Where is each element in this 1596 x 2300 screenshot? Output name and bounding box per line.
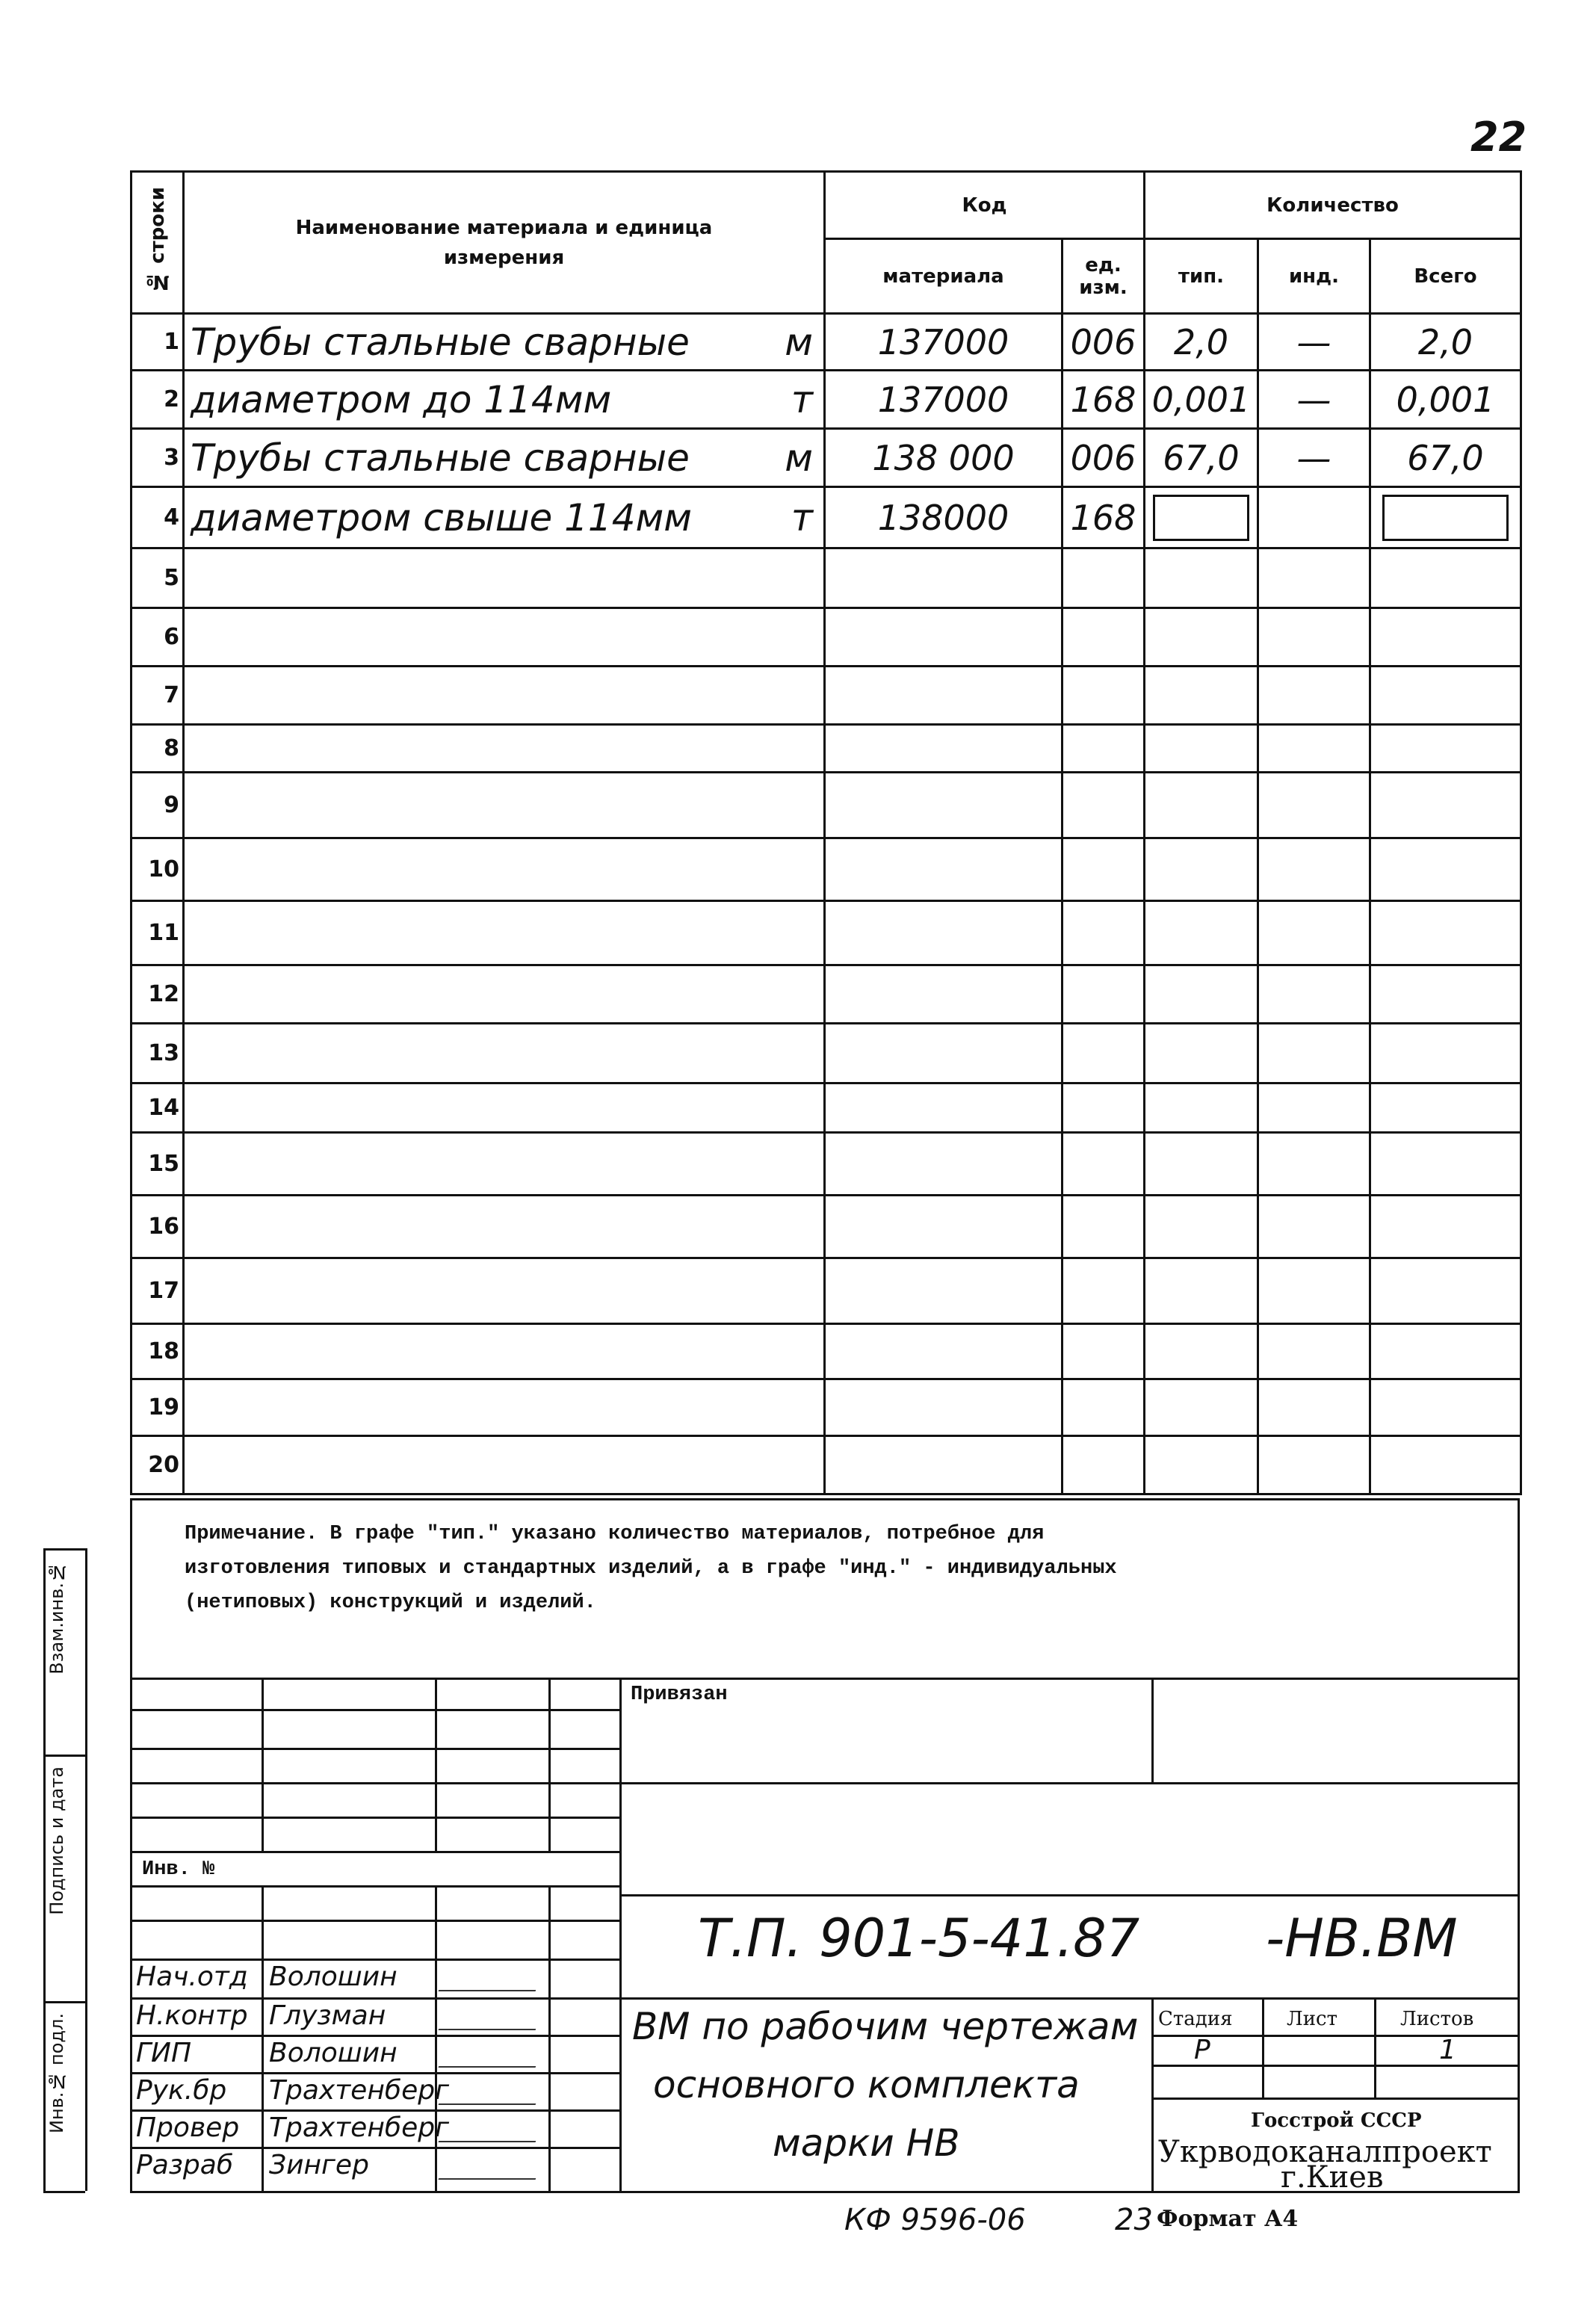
staff-name: Глузман bbox=[269, 2000, 386, 2031]
row-qty-ind bbox=[1258, 608, 1370, 667]
row-qty-ind bbox=[1258, 1379, 1370, 1436]
row-qty-total bbox=[1370, 1324, 1521, 1379]
staff-role: Нач.отд bbox=[136, 1962, 248, 1992]
row-material-name bbox=[184, 487, 825, 548]
row-unit-code bbox=[1063, 838, 1145, 901]
row-qty-total bbox=[1370, 965, 1521, 1024]
row-qty-total: 0,001 bbox=[1370, 371, 1521, 429]
row-qty-typ bbox=[1145, 1379, 1258, 1436]
title-block bbox=[130, 1678, 1520, 2193]
table-row bbox=[132, 901, 1521, 965]
table-row bbox=[132, 1196, 1521, 1258]
row-material-name bbox=[184, 1379, 825, 1436]
row-material-name bbox=[184, 773, 825, 838]
row-unit-code bbox=[1063, 965, 1145, 1024]
row-qty-total bbox=[1370, 1083, 1521, 1133]
row-qty-typ bbox=[1145, 548, 1258, 608]
row-qty-typ: 67,0 bbox=[1145, 429, 1258, 487]
row-qty-typ bbox=[1145, 1196, 1258, 1258]
row-number: 1 bbox=[132, 314, 184, 371]
row-material-code bbox=[825, 1379, 1063, 1436]
row-qty-ind: — bbox=[1258, 371, 1370, 429]
table-row bbox=[132, 1024, 1521, 1083]
header-row-no: № строки bbox=[132, 172, 184, 314]
row-material-code: 138000 bbox=[825, 487, 1063, 548]
staff-signature bbox=[439, 1969, 544, 1991]
table-row bbox=[132, 965, 1521, 1024]
row-qty-total bbox=[1370, 487, 1521, 548]
table-row bbox=[132, 1083, 1521, 1133]
row-number: 15 bbox=[132, 1133, 184, 1196]
note-text: Примечание. В графе "тип." указано количество материалов, потребное для изготовления типовых и стандартных изделий, а в графе "инд." - индивидуальных (нетиповых) конструкций и изделий. bbox=[185, 1523, 1117, 1614]
row-material-name bbox=[184, 667, 825, 725]
table-row bbox=[132, 1258, 1521, 1324]
row-qty-ind bbox=[1258, 487, 1370, 548]
staff-name: Зингер bbox=[269, 2150, 369, 2180]
row-qty-ind bbox=[1258, 1436, 1370, 1494]
table-row bbox=[132, 725, 1521, 773]
row-qty-total bbox=[1370, 1196, 1521, 1258]
table-row bbox=[132, 314, 1521, 371]
materials-table bbox=[130, 170, 1522, 1495]
row-material-code bbox=[825, 1024, 1063, 1083]
doc-code: Т.П. 901-5-41.87 bbox=[698, 1908, 1140, 1969]
material-unit-text: т bbox=[791, 495, 813, 540]
row-qty-typ bbox=[1145, 965, 1258, 1024]
row-material-code bbox=[825, 667, 1063, 725]
table-row bbox=[132, 1133, 1521, 1196]
row-qty-ind bbox=[1258, 1133, 1370, 1196]
row-number: 5 bbox=[132, 548, 184, 608]
row-unit-code bbox=[1063, 773, 1145, 838]
row-material-code bbox=[825, 773, 1063, 838]
row-number: 6 bbox=[132, 608, 184, 667]
row-material-code bbox=[825, 1258, 1063, 1324]
header-code-group: Код bbox=[825, 172, 1145, 239]
empty-entry-box bbox=[1382, 495, 1509, 541]
row-material-code bbox=[825, 1133, 1063, 1196]
footer-catalog: КФ 9596-06 bbox=[844, 2203, 1026, 2237]
footer-format: Формат А4 bbox=[1157, 2206, 1299, 2232]
row-material-name bbox=[184, 608, 825, 667]
row-material-name bbox=[184, 314, 825, 371]
row-material-code bbox=[825, 965, 1063, 1024]
row-qty-total bbox=[1370, 1133, 1521, 1196]
header-qty-typ: тип. bbox=[1145, 239, 1258, 314]
row-unit-code bbox=[1063, 667, 1145, 725]
row-material-code bbox=[825, 838, 1063, 901]
row-number: 8 bbox=[132, 725, 184, 773]
row-material-name bbox=[184, 725, 825, 773]
row-qty-total bbox=[1370, 1024, 1521, 1083]
table-row bbox=[132, 608, 1521, 667]
footer-page: 23 bbox=[1115, 2203, 1153, 2237]
staff-name: Волошин bbox=[269, 1962, 398, 1992]
row-number: 12 bbox=[132, 965, 184, 1024]
row-unit-code: 168 bbox=[1063, 371, 1145, 429]
staff-signature bbox=[439, 2083, 544, 2105]
table-row bbox=[132, 487, 1521, 548]
note-box bbox=[130, 1498, 1520, 1678]
row-material-code bbox=[825, 725, 1063, 773]
row-qty-ind bbox=[1258, 1324, 1370, 1379]
side-inv-podl-label: Инв.№ подл. bbox=[46, 2013, 67, 2133]
staff-role: ГИП bbox=[136, 2038, 192, 2068]
row-material-name bbox=[184, 1324, 825, 1379]
privyazan-label: Привязан bbox=[631, 1684, 728, 1706]
material-name-text: диаметром свыше 114мм bbox=[191, 495, 692, 540]
inv-no-label: Инв. № bbox=[142, 1858, 215, 1881]
row-qty-ind bbox=[1258, 1024, 1370, 1083]
material-name-text: диаметром до 114мм bbox=[191, 377, 612, 421]
table-row bbox=[132, 1379, 1521, 1436]
table-row bbox=[132, 667, 1521, 725]
row-material-code bbox=[825, 548, 1063, 608]
table-row bbox=[132, 773, 1521, 838]
table-row bbox=[132, 548, 1521, 608]
row-qty-typ: 2,0 bbox=[1145, 314, 1258, 371]
header-name: Наименование материала и единица измерения bbox=[184, 172, 825, 314]
row-material-code: 137000 bbox=[825, 314, 1063, 371]
row-material-code: 137000 bbox=[825, 371, 1063, 429]
row-number: 14 bbox=[132, 1083, 184, 1133]
row-qty-ind bbox=[1258, 965, 1370, 1024]
row-material-name bbox=[184, 1436, 825, 1494]
staff-role: Разраб bbox=[136, 2150, 234, 2180]
row-qty-total bbox=[1370, 548, 1521, 608]
row-number: 2 bbox=[132, 371, 184, 429]
row-unit-code: 168 bbox=[1063, 487, 1145, 548]
row-qty-typ bbox=[1145, 1324, 1258, 1379]
empty-entry-box bbox=[1153, 495, 1249, 541]
staff-name: Волошин bbox=[269, 2038, 398, 2068]
side-vzam-label: Взам.инв.№ bbox=[46, 1562, 67, 1675]
row-qty-ind: — bbox=[1258, 429, 1370, 487]
row-unit-code bbox=[1063, 1024, 1145, 1083]
row-qty-typ bbox=[1145, 608, 1258, 667]
row-number: 7 bbox=[132, 667, 184, 725]
row-unit-code bbox=[1063, 1379, 1145, 1436]
row-unit-code bbox=[1063, 901, 1145, 965]
row-material-name bbox=[184, 1024, 825, 1083]
row-unit-code bbox=[1063, 1258, 1145, 1324]
sheet-label: Лист bbox=[1287, 2008, 1337, 2030]
row-material-name bbox=[184, 1133, 825, 1196]
org-line-1: Госстрой СССР bbox=[1251, 2109, 1422, 2132]
sheets-label: Листов bbox=[1400, 2008, 1474, 2030]
row-qty-typ bbox=[1145, 1258, 1258, 1324]
sheets-value: 1 bbox=[1439, 2035, 1456, 2065]
row-qty-typ bbox=[1145, 1083, 1258, 1133]
row-qty-total bbox=[1370, 1436, 1521, 1494]
row-material-code bbox=[825, 1196, 1063, 1258]
row-number: 11 bbox=[132, 901, 184, 965]
row-number: 16 bbox=[132, 1196, 184, 1258]
row-qty-ind bbox=[1258, 773, 1370, 838]
row-qty-ind bbox=[1258, 1083, 1370, 1133]
staff-role: Н.контр bbox=[136, 2000, 248, 2031]
row-qty-total bbox=[1370, 901, 1521, 965]
row-qty-ind bbox=[1258, 838, 1370, 901]
row-material-name bbox=[184, 1196, 825, 1258]
row-material-name bbox=[184, 901, 825, 965]
org-line-3: г.Киев bbox=[1281, 2160, 1384, 2195]
row-unit-code bbox=[1063, 1133, 1145, 1196]
row-number: 3 bbox=[132, 429, 184, 487]
row-material-name bbox=[184, 429, 825, 487]
row-qty-total bbox=[1370, 1379, 1521, 1436]
staff-signature bbox=[439, 2008, 544, 2030]
side-stamp bbox=[43, 1548, 85, 2191]
doc-title-line-2: основного комплекта bbox=[653, 2063, 1080, 2106]
table-row bbox=[132, 429, 1521, 487]
row-qty-total bbox=[1370, 608, 1521, 667]
row-qty-ind bbox=[1258, 725, 1370, 773]
row-qty-typ bbox=[1145, 1024, 1258, 1083]
row-material-name bbox=[184, 1083, 825, 1133]
row-number: 17 bbox=[132, 1258, 184, 1324]
row-qty-ind bbox=[1258, 901, 1370, 965]
row-number: 20 bbox=[132, 1436, 184, 1494]
table-row bbox=[132, 838, 1521, 901]
doc-title-line-1: ВМ по рабочим чертежам bbox=[632, 2005, 1139, 2048]
row-qty-typ bbox=[1145, 667, 1258, 725]
row-material-name bbox=[184, 965, 825, 1024]
row-material-name bbox=[184, 1258, 825, 1324]
row-qty-ind bbox=[1258, 1196, 1370, 1258]
row-qty-ind bbox=[1258, 1258, 1370, 1324]
row-qty-typ bbox=[1145, 487, 1258, 548]
page-number: 22 bbox=[1470, 114, 1527, 161]
row-unit-code: 006 bbox=[1063, 314, 1145, 371]
row-number: 4 bbox=[132, 487, 184, 548]
row-material-code bbox=[825, 1436, 1063, 1494]
staff-signature bbox=[439, 2045, 544, 2068]
row-qty-typ bbox=[1145, 773, 1258, 838]
row-qty-typ: 0,001 bbox=[1145, 371, 1258, 429]
row-qty-typ bbox=[1145, 901, 1258, 965]
staff-role: Рук.бр bbox=[136, 2075, 227, 2106]
staff-signature bbox=[439, 2120, 544, 2142]
row-number: 19 bbox=[132, 1379, 184, 1436]
material-name-text: Трубы стальные сварные bbox=[191, 320, 690, 364]
doc-title-line-3: марки НВ bbox=[773, 2121, 960, 2165]
header-qty-total: Всего bbox=[1370, 239, 1521, 314]
row-qty-total bbox=[1370, 725, 1521, 773]
staff-signature bbox=[439, 2157, 544, 2180]
table-row bbox=[132, 371, 1521, 429]
row-unit-code bbox=[1063, 548, 1145, 608]
row-material-code bbox=[825, 901, 1063, 965]
row-qty-total: 67,0 bbox=[1370, 429, 1521, 487]
row-material-code bbox=[825, 1083, 1063, 1133]
row-number: 18 bbox=[132, 1324, 184, 1379]
row-material-name bbox=[184, 548, 825, 608]
row-qty-total bbox=[1370, 838, 1521, 901]
doc-mark: -НВ.ВМ bbox=[1266, 1908, 1458, 1969]
table-row bbox=[132, 1324, 1521, 1379]
row-number: 10 bbox=[132, 838, 184, 901]
header-code-unit: ед. изм. bbox=[1063, 239, 1145, 314]
material-unit-text: т bbox=[791, 377, 813, 421]
row-qty-total bbox=[1370, 1258, 1521, 1324]
staff-name: Трахтенберг bbox=[269, 2112, 449, 2143]
row-number: 9 bbox=[132, 773, 184, 838]
row-qty-typ bbox=[1145, 1436, 1258, 1494]
material-name-text: Трубы стальные сварные bbox=[191, 436, 690, 480]
stage-value: Р bbox=[1194, 2035, 1210, 2065]
row-qty-ind bbox=[1258, 548, 1370, 608]
staff-name: Трахтенберг bbox=[269, 2075, 449, 2106]
row-material-code: 138 000 bbox=[825, 429, 1063, 487]
row-qty-ind: — bbox=[1258, 314, 1370, 371]
row-qty-total bbox=[1370, 773, 1521, 838]
material-unit-text: м bbox=[785, 436, 813, 480]
row-qty-total: 2,0 bbox=[1370, 314, 1521, 371]
row-unit-code bbox=[1063, 1324, 1145, 1379]
row-material-code bbox=[825, 1324, 1063, 1379]
row-unit-code bbox=[1063, 1083, 1145, 1133]
side-podpis-label: Подпись и дата bbox=[46, 1766, 67, 1915]
row-unit-code bbox=[1063, 608, 1145, 667]
stage-label: Стадия bbox=[1158, 2008, 1233, 2030]
row-unit-code bbox=[1063, 725, 1145, 773]
row-unit-code bbox=[1063, 1436, 1145, 1494]
header-qty-group: Количество bbox=[1145, 172, 1521, 239]
row-material-code bbox=[825, 608, 1063, 667]
header-code-material: материала bbox=[825, 239, 1063, 314]
table-row bbox=[132, 1436, 1521, 1494]
org-line-2: Укрводоканалпроект bbox=[1158, 2135, 1492, 2169]
row-qty-typ bbox=[1145, 838, 1258, 901]
row-qty-total bbox=[1370, 667, 1521, 725]
row-qty-typ bbox=[1145, 1133, 1258, 1196]
row-qty-typ bbox=[1145, 725, 1258, 773]
staff-role: Провер bbox=[136, 2112, 240, 2143]
row-material-name bbox=[184, 371, 825, 429]
row-unit-code bbox=[1063, 1196, 1145, 1258]
header-qty-ind: инд. bbox=[1258, 239, 1370, 314]
row-material-name bbox=[184, 838, 825, 901]
row-qty-ind bbox=[1258, 667, 1370, 725]
row-unit-code: 006 bbox=[1063, 429, 1145, 487]
row-number: 13 bbox=[132, 1024, 184, 1083]
material-unit-text: м bbox=[785, 320, 813, 364]
